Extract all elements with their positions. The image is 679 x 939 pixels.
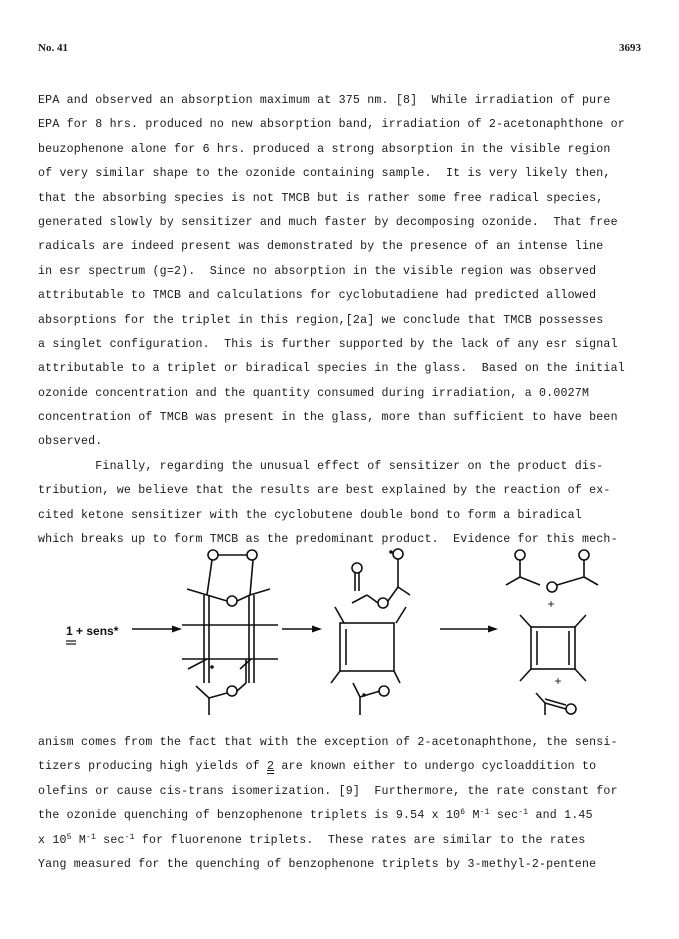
text-line: of very similar shape to the ozonide containing sample. It is very likely then, <box>38 167 611 181</box>
text-line <box>38 804 643 828</box>
text-line: Yang measured for the quenching of benzophenone triplets by 3-methyl-2-pentene <box>38 857 597 871</box>
text-run: sec <box>96 833 125 847</box>
superscript: -1 <box>518 808 529 818</box>
text-line: olefins or cause cis-trans isomerization. [9] Furthermore, the rate constant for <box>38 784 618 798</box>
reaction-arrow <box>440 626 498 633</box>
text-line: ozonide concentration and the quantity consumed during irradiation, a 0.0027M <box>38 386 590 400</box>
reaction-arrow <box>132 626 182 633</box>
page-number: 3693 <box>619 42 641 54</box>
superscript: -1 <box>124 832 135 842</box>
text-run: x 10 <box>38 833 67 847</box>
text-line: that the absorbing species is not TMCB but is rather some free radical species, <box>38 191 604 205</box>
text-line: observed. <box>38 435 103 449</box>
journal-issue: No. 41 <box>38 42 68 54</box>
text-line: attributable to TMCB and calculations for cyclobutadiene had predicted allowed <box>38 289 597 303</box>
text-run: tizers producing high yields of <box>38 760 268 774</box>
text-run: the ozonide quenching of benzophenone triplets is 9.54 x 10 <box>38 809 461 823</box>
compound-number: 2 <box>267 760 275 774</box>
superscript: -1 <box>85 832 96 842</box>
reaction-scheme <box>0 543 679 733</box>
plus-sign: + <box>547 597 555 611</box>
text-line: cited ketone sensitizer with the cyclobutene double bond to form a biradical <box>38 508 582 522</box>
text-line: radicals are indeed present was demonstrated by the presence of an intense line <box>38 240 604 254</box>
paragraph-top <box>38 89 643 552</box>
text-run: M <box>465 809 480 823</box>
text-line: EPA for 8 hrs. produced no new absorption band, irradiation of 2-acetonaphthone or <box>38 118 625 132</box>
superscript: 6 <box>460 808 466 818</box>
reactant-label: 1 + sens* <box>66 624 119 638</box>
text-run: for fluorenone triplets. These rates are similar to the rates <box>134 833 586 847</box>
text-line: a singlet configuration. This is further supported by the lack of any esr signal <box>38 337 618 351</box>
tmcb-product-structure <box>520 615 586 681</box>
cyclobutene-radical-structure <box>331 549 410 715</box>
text-line: anism comes from the fact that with the exception of 2-acetonaphthone, the sensi- <box>38 736 618 749</box>
text-line: in esr spectrum (g=2). Since no absorption in the visible region was observed <box>38 264 597 278</box>
text-line: Finally, regarding the unusual effect of sensitizer on the product dis- <box>38 459 604 473</box>
text-run: are known either to undergo cycloaddition to <box>274 760 597 774</box>
superscript: 5 <box>66 832 72 842</box>
text-line: attributable to a triplet or biradical species in the glass. Based on the initial <box>38 362 625 376</box>
text-run: sec <box>489 809 519 823</box>
reaction-arrow <box>282 626 322 633</box>
text-line <box>38 829 643 853</box>
text-run: and 1.45 <box>528 809 593 823</box>
text-line: tribution, we believe that the results are best explained by the reaction of ex- <box>38 484 611 498</box>
text-line <box>38 755 643 779</box>
text-line: which breaks up to form TMCB as the predominant product. Evidence for this mech- <box>38 533 618 547</box>
product-diketone-structure <box>506 550 598 592</box>
text-run: M <box>71 833 86 847</box>
superscript: -1 <box>479 808 490 818</box>
biradical-intermediate-structure <box>182 550 278 715</box>
text-line: generated slowly by sensitizer and much faster by decomposing ozonide. That free <box>38 215 618 229</box>
text-line: concentration of TMCB was present in the glass, more than sufficient to have been <box>38 411 618 425</box>
text-line: absorptions for the triplet in this region,[2a] we conclude that TMCB possesses <box>38 313 604 327</box>
acetone-product-structure <box>536 693 576 715</box>
text-line: beuzophenone alone for 6 hrs. produced a strong absorption in the visible region <box>38 142 611 156</box>
plus-sign: + <box>554 674 562 688</box>
text-line: EPA and observed an absorption maximum at 375 nm. [8] While irradiation of pure <box>38 94 611 107</box>
paragraph-bottom <box>38 731 643 877</box>
